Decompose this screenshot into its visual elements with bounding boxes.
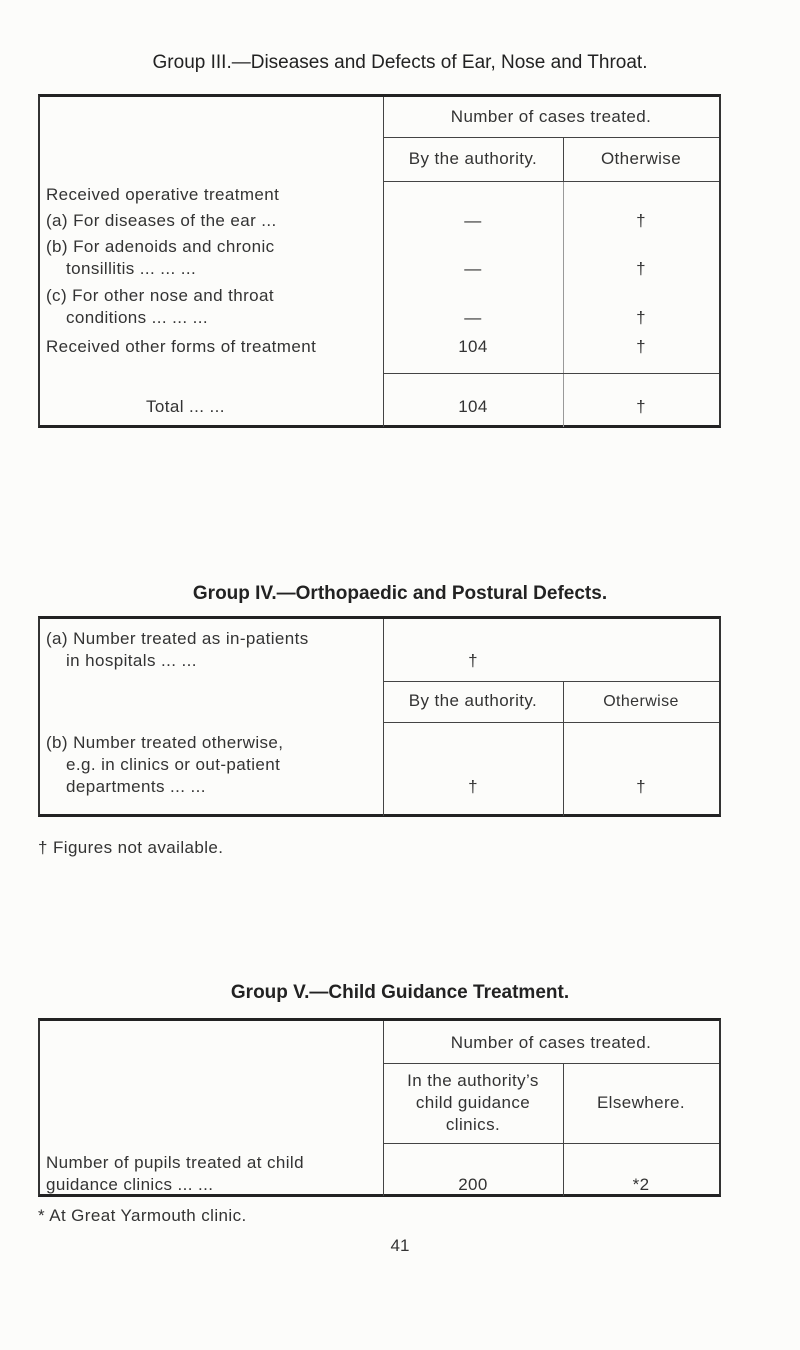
group4-value: † <box>636 777 646 796</box>
group3-table <box>38 94 721 428</box>
group5-col-elsewhere: Elsewhere. <box>596 1093 686 1112</box>
group3-row-label: (b) For adenoids and chronic <box>46 237 275 256</box>
group5-value: 200 <box>458 1175 488 1194</box>
group4-row-label: e.g. in clinics or out-patient <box>66 755 281 774</box>
group3-value: — <box>464 211 482 230</box>
group4-row-label: (b) Number treated otherwise, <box>46 733 284 752</box>
group3-value: † <box>636 308 646 327</box>
divider <box>383 722 719 723</box>
group4-row-label: (a) Number treated as in-patients <box>46 629 309 648</box>
group5-table <box>38 1018 721 1197</box>
group5-col-authority: In the authority’s <box>407 1071 539 1090</box>
group3-col-authority: By the authority. <box>408 149 538 168</box>
group3-row-label: Received other forms of treatment <box>46 337 317 356</box>
group4-title: Group IV.—Orthopaedic and Postural Defects. <box>192 583 608 604</box>
group3-col-otherwise: Otherwise <box>600 149 682 168</box>
group3-row-label: conditions ... ... ... <box>66 308 209 327</box>
page-number: 41 <box>390 1236 410 1255</box>
divider <box>383 137 719 138</box>
group3-value: † <box>636 259 646 278</box>
group3-value: — <box>464 259 482 278</box>
footnote-star: * At Great Yarmouth clinic. <box>38 1206 247 1225</box>
group3-row-label: (c) For other nose and throat <box>46 286 274 305</box>
group5-col-authority: child guidance <box>415 1093 531 1112</box>
group3-header-main: Number of cases treated. <box>450 107 652 126</box>
group4-value: † <box>468 651 478 670</box>
group3-value: 104 <box>458 397 488 416</box>
divider <box>383 1063 719 1064</box>
group3-value: † <box>636 337 646 356</box>
group3-total-label: Total ... ... <box>146 397 225 416</box>
divider <box>383 681 719 682</box>
group5-row-label: Number of pupils treated at child <box>46 1153 304 1172</box>
divider <box>383 181 719 182</box>
group3-row-label: tonsillitis ... ... ... <box>66 259 197 278</box>
group4-col-otherwise: Otherwise <box>603 693 679 710</box>
group4-col-authority: By the authority. <box>408 691 538 710</box>
group5-col-authority: clinics. <box>445 1115 501 1134</box>
group4-row-label: in hospitals ... ... <box>66 651 197 670</box>
group4-table <box>38 616 721 817</box>
group3-value: † <box>636 211 646 230</box>
group3-title: Group III.—Diseases and Defects of Ear, Nose and Throat. <box>152 52 648 73</box>
footnote-dagger: † Figures not available. <box>38 838 224 857</box>
group3-row-label: Received operative treatment <box>46 185 280 204</box>
divider <box>383 1143 719 1144</box>
group5-header-main: Number of cases treated. <box>450 1033 652 1052</box>
group5-row-label: guidance clinics ... ... <box>46 1175 214 1194</box>
group3-value: 104 <box>458 337 488 356</box>
divider <box>383 373 719 374</box>
group4-value: † <box>468 777 478 796</box>
group3-value: † <box>636 397 646 416</box>
group5-value: *2 <box>632 1175 650 1194</box>
group4-row-label: departments ... ... <box>66 777 206 796</box>
group3-value: — <box>464 308 482 327</box>
group5-title: Group V.—Child Guidance Treatment. <box>230 982 570 1003</box>
group3-row-label: (a) For diseases of the ear ... <box>46 211 277 230</box>
